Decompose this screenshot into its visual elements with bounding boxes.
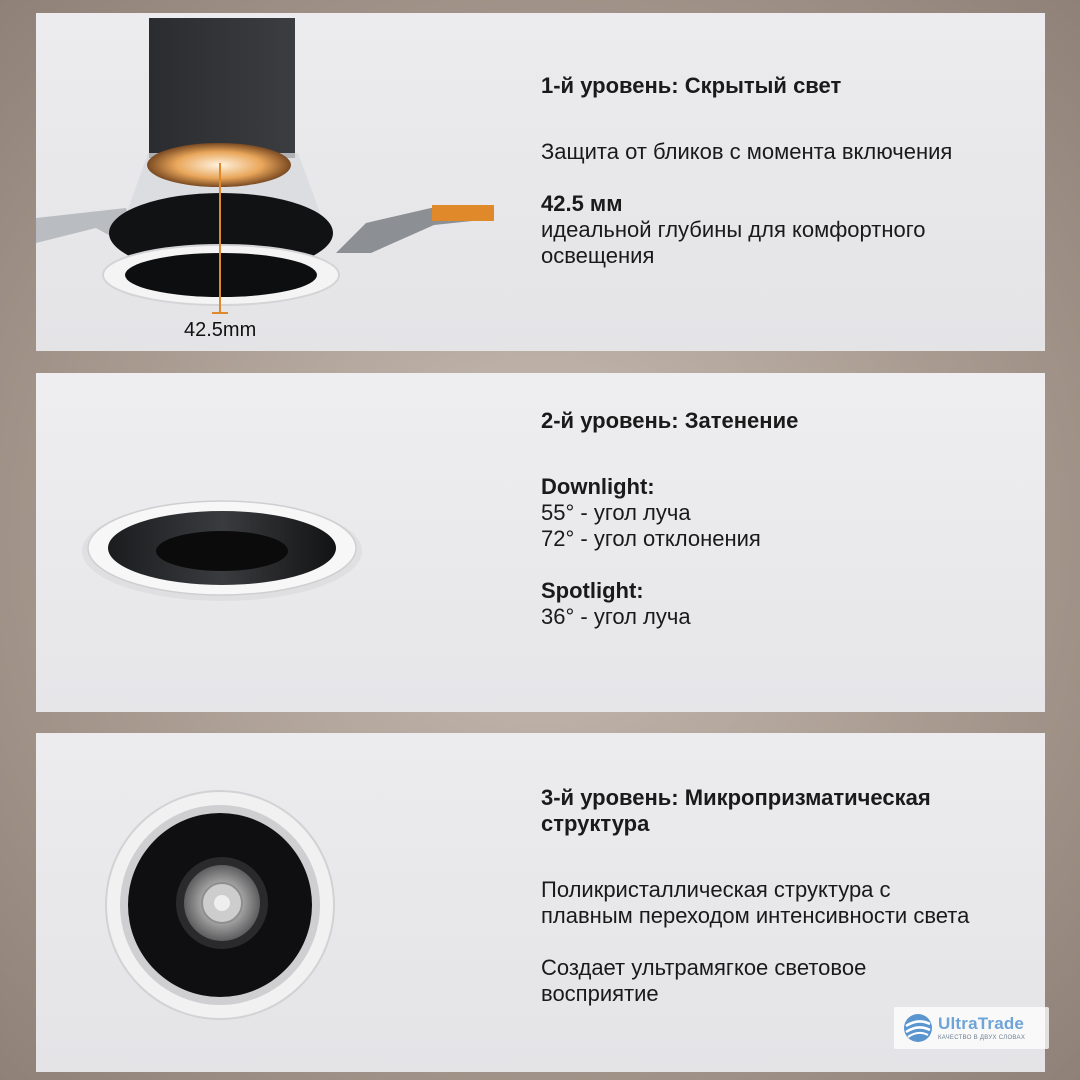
depth-value: 42.5 мм (541, 191, 623, 216)
globe-icon (902, 1012, 934, 1044)
ceiling-downlight-image (36, 373, 506, 712)
level3-para1-line1: Поликристаллическая структура с (541, 877, 891, 902)
level1-subtitle: Защита от бликов с момента включения (541, 139, 953, 164)
level3-para2-line2: восприятие (541, 981, 659, 1006)
spotlight-label: Spotlight: (541, 578, 644, 603)
downlight-label: Downlight: (541, 474, 655, 499)
level2-text-block (541, 408, 1031, 630)
level3-para1-line2: плавным переходом интенсивности света (541, 903, 970, 928)
microprism-lens-image (36, 733, 506, 1072)
logo-name: UltraTrade (938, 1014, 1025, 1033)
panel-level-1 (36, 13, 1045, 351)
spotlight-beam-angle: 36° - угол луча (541, 604, 691, 629)
downlight-beam-angle: 55° - угол луча (541, 500, 691, 525)
ultratrade-logo (894, 1007, 1049, 1049)
level1-title: 1-й уровень: Скрытый свет (541, 73, 842, 98)
level3-title-line1: 3-й уровень: Микропризматическая (541, 785, 931, 810)
dimension-label: 42.5mm (184, 319, 257, 341)
level3-para2-line1: Создает ультрамягкое световое (541, 955, 867, 980)
depth-desc-line1: идеальной глубины для комфортного (541, 217, 926, 242)
level2-title: 2-й уровень: Затенение (541, 408, 799, 433)
downlight-tilt-angle: 72° - угол отклонения (541, 526, 761, 551)
depth-desc-line2: освещения (541, 243, 655, 268)
panel-level-2 (36, 373, 1045, 712)
level1-text-block (541, 73, 1031, 269)
level3-text-block (541, 785, 1031, 1007)
level3-title-line2: структура (541, 811, 650, 836)
logo-tagline: КАЧЕСТВО В ДВУХ СЛОВАХ (938, 1035, 1026, 1041)
recessed-light-cutaway-image (36, 13, 506, 351)
